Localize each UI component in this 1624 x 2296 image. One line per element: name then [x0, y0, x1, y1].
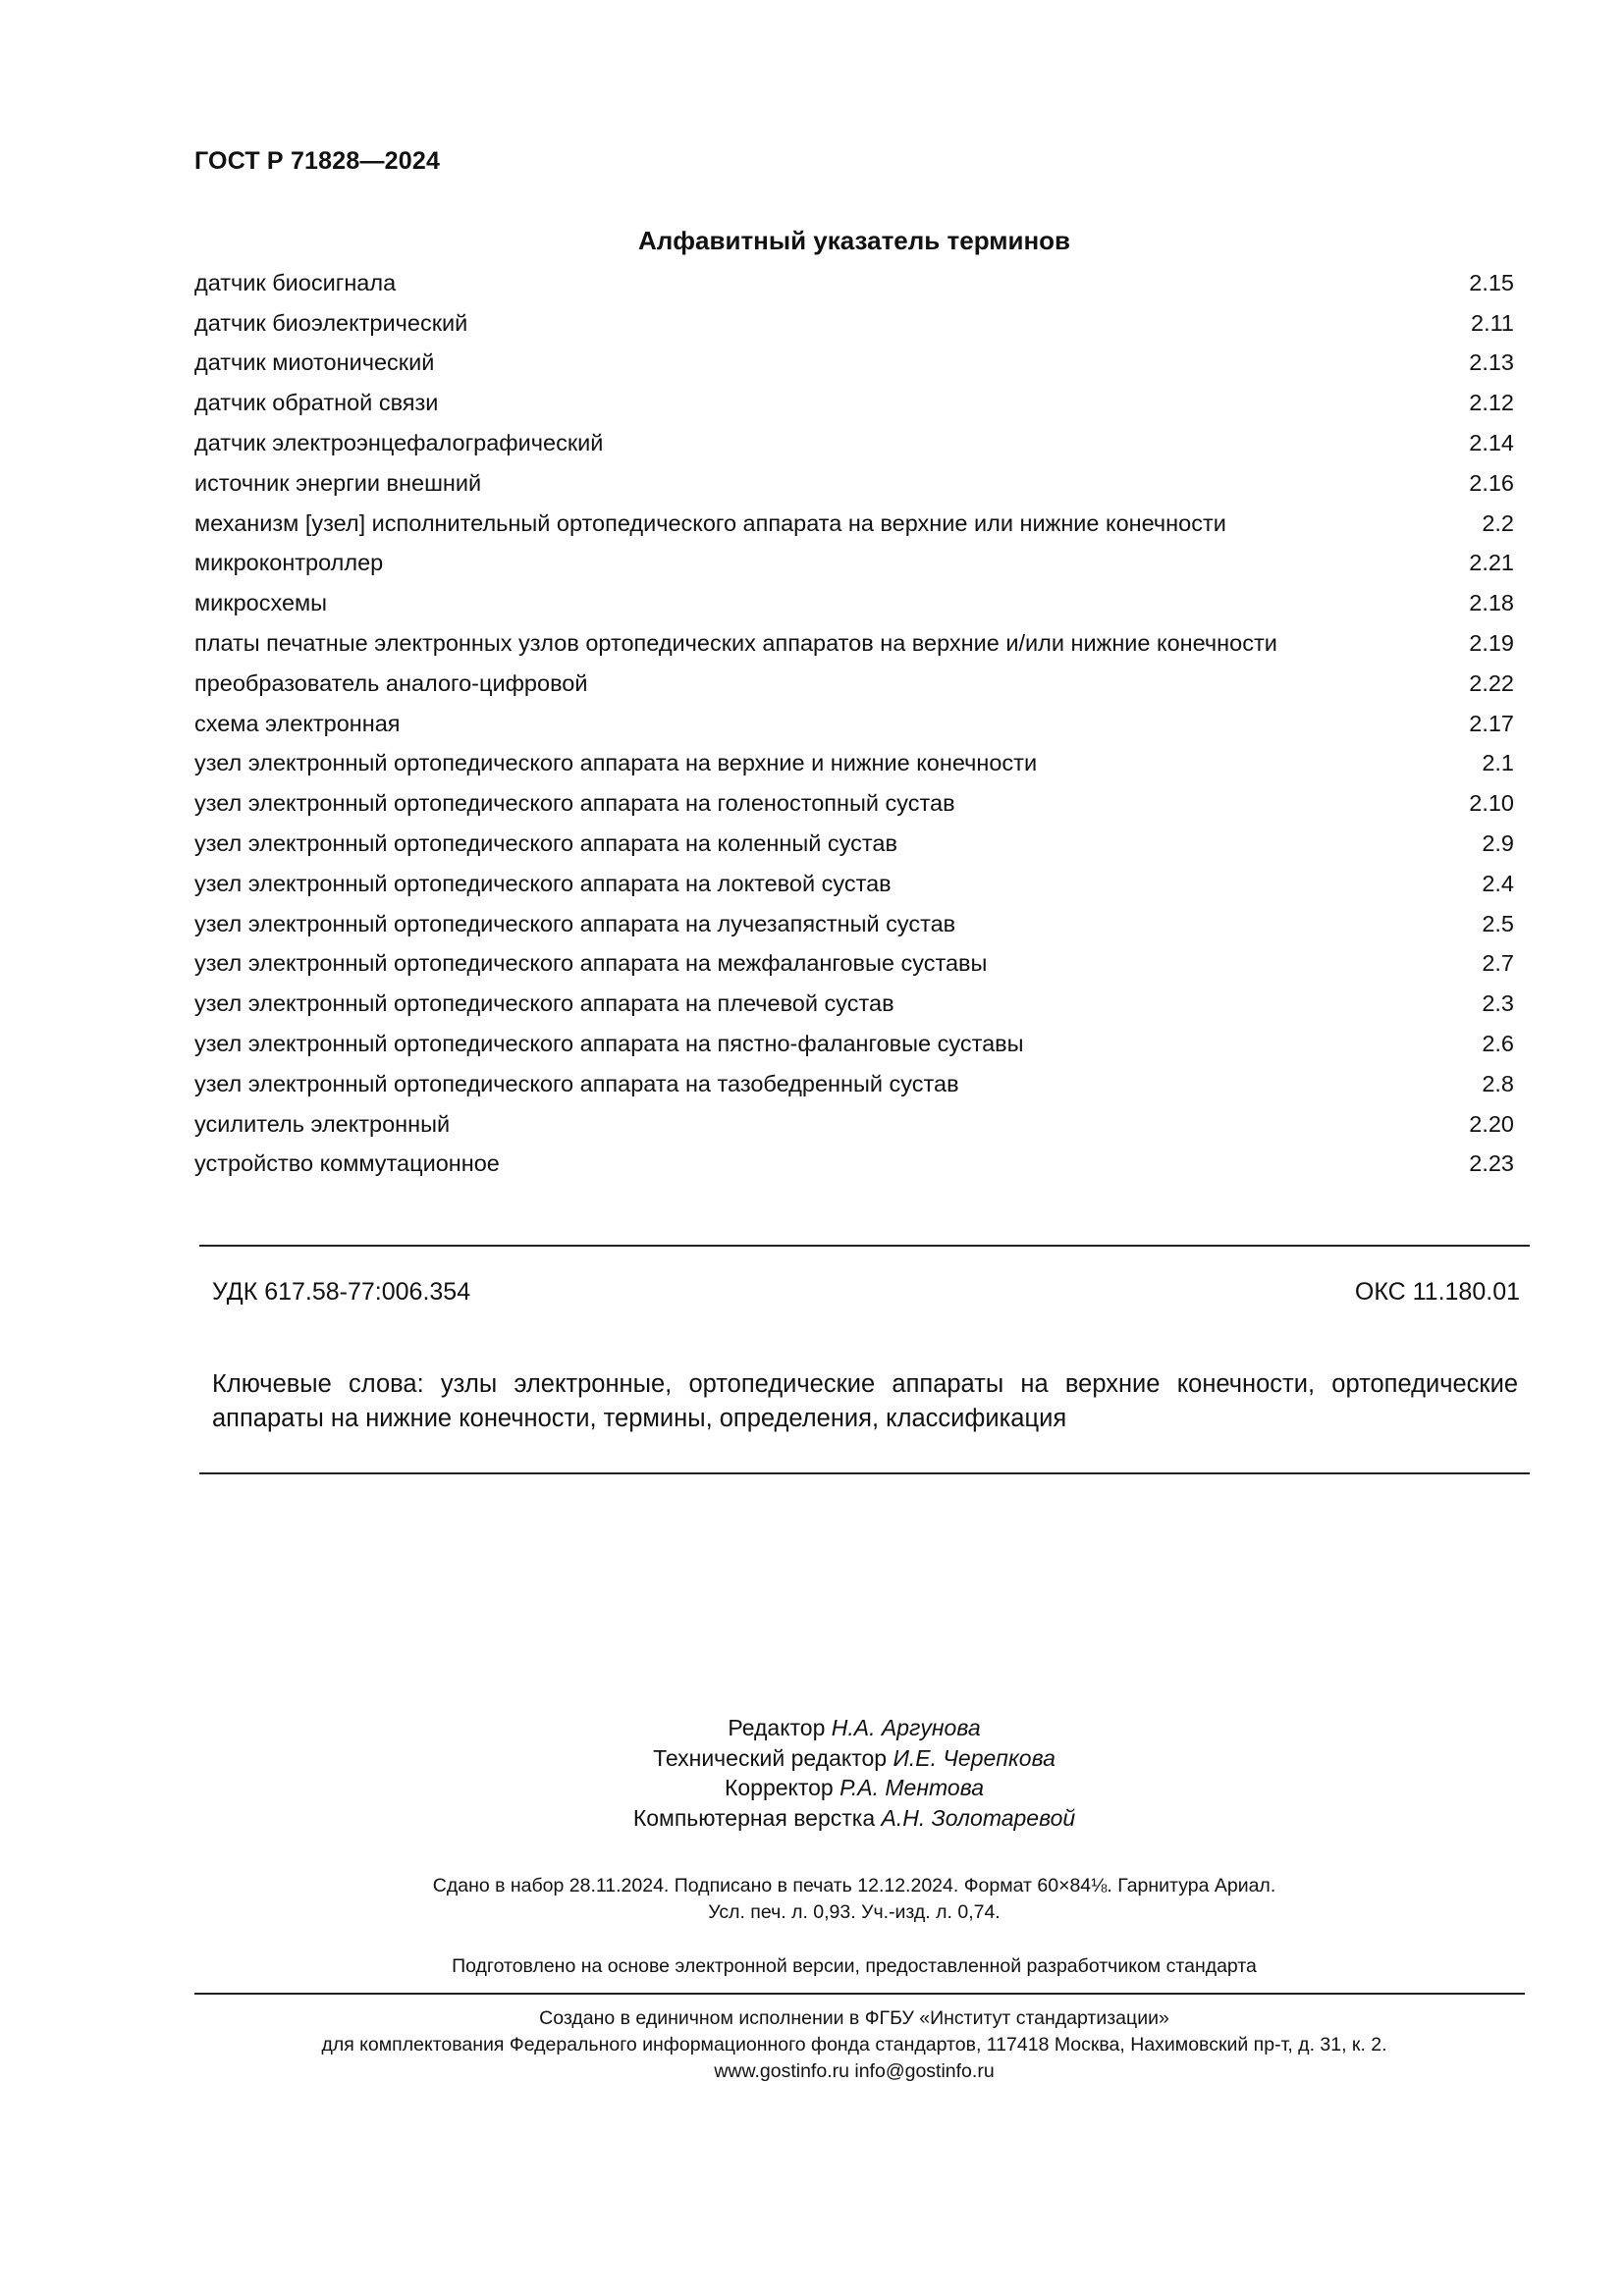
publisher-contacts: www.gostinfo.ru info@gostinfo.ru — [714, 2060, 995, 2082]
index-term: узел электронный ортопедического аппарата на лучезапястный сустав — [194, 910, 956, 936]
index-ref: 2.16 — [1469, 469, 1514, 496]
index-ref: 2.11 — [1471, 309, 1514, 336]
credit-line — [0, 1773, 1624, 1803]
index-ref: 2.14 — [1469, 430, 1514, 456]
imprint-line-1: Сдано в набор 28.11.2024. Подписано в печать 12.12.2024. Формат 60×84⅛. Гарнитура Ариал. — [432, 1875, 1276, 1896]
index-entry — [194, 1064, 1514, 1104]
index-term: датчик обратной связи — [194, 390, 439, 416]
index-term: узел электронный ортопедического аппарата на пястно-фаланговые суставы — [194, 1031, 1024, 1057]
index-ref: 2.3 — [1482, 990, 1514, 1017]
index-ref: 2.17 — [1469, 710, 1514, 736]
index-ref: 2.21 — [1469, 550, 1514, 576]
index-term: узел электронный ортопедического аппарата на коленный сустав — [194, 830, 897, 857]
index-entry — [194, 1024, 1514, 1064]
index-entry — [194, 744, 1514, 784]
index-entry — [194, 303, 1514, 344]
index-term: платы печатные электронных узлов ортопедических аппаратов на верхние и/или нижние конечности — [194, 630, 1277, 657]
credit-name: Р.А. Ментова — [839, 1775, 984, 1800]
publisher-rule — [194, 1993, 1525, 1995]
credit-line — [0, 1713, 1624, 1743]
index-term: микросхемы — [194, 590, 328, 616]
index-entry — [194, 583, 1514, 623]
index-entry — [194, 1104, 1514, 1145]
oks-code: ОКС 11.180.01 — [1354, 1278, 1520, 1306]
index-ref: 2.7 — [1482, 950, 1514, 977]
document-id: ГОСТ Р 71828—2024 — [194, 147, 441, 175]
index-title: Алфавитный указатель терминов — [637, 226, 1071, 255]
credit-role: Редактор — [728, 1715, 826, 1740]
index-term: датчик электроэнцефалографический — [194, 430, 604, 456]
index-term: источник энергии внешний — [194, 469, 482, 496]
publisher-line-2: для комплектования Федерального информационного фонда стандартов, 117418 Москва, Нахимовский пр-т, д. 31, к. 2. — [321, 2034, 1387, 2056]
credit-line — [0, 1743, 1624, 1774]
index-entry — [194, 704, 1514, 744]
imprint-line-2: Усл. печ. л. 0,93. Уч.-изд. л. 0,74. — [708, 1901, 1001, 1923]
index-entry — [194, 944, 1514, 985]
index-ref: 2.19 — [1469, 630, 1514, 657]
index-entry — [194, 783, 1514, 824]
credit-line — [0, 1803, 1624, 1834]
index-ref: 2.8 — [1482, 1070, 1514, 1096]
credit-role: Технический редактор — [653, 1744, 888, 1771]
index-term: датчик миотонический — [194, 349, 435, 376]
term-index — [194, 263, 1514, 1184]
index-term: узел электронный ортопедического аппарата на голеностопный сустав — [194, 790, 955, 817]
index-entry — [194, 664, 1514, 704]
prepared-note: Подготовлено на основе электронной версии, предоставленной разработчиком стандарта — [452, 1955, 1257, 1977]
credit-name: И.Е. Черепкова — [893, 1744, 1056, 1771]
index-entry — [194, 824, 1514, 864]
index-ref: 2.5 — [1482, 910, 1514, 936]
index-ref: 2.4 — [1482, 870, 1514, 896]
index-entry — [194, 984, 1514, 1024]
index-ref: 2.6 — [1482, 1031, 1514, 1057]
index-entry — [194, 344, 1514, 384]
index-ref: 2.23 — [1469, 1150, 1514, 1177]
index-term: узел электронный ортопедического аппарата на тазобедренный сустав — [194, 1070, 959, 1096]
index-term: устройство коммутационное — [194, 1150, 500, 1177]
udk-code: УДК 617.58-77:006.354 — [212, 1278, 471, 1306]
index-ref: 2.15 — [1469, 269, 1514, 295]
index-term: узел электронный ортопедического аппарата на локтевой сустав — [194, 870, 892, 896]
index-term: узел электронный ортопедического аппарата на плечевой сустав — [194, 990, 894, 1017]
publisher-line-1: Создано в единичном исполнении в ФГБУ «Институт стандартизации» — [539, 2007, 1169, 2029]
index-term: микроконтроллер — [194, 550, 384, 576]
index-term: узел электронный ортопедического аппарата на межфаланговые суставы — [194, 950, 988, 977]
index-entry — [194, 504, 1514, 544]
index-term: датчик биосигнала — [194, 269, 397, 295]
credit-role: Корректор — [724, 1775, 834, 1800]
credit-name: Н.А. Аргунова — [831, 1715, 981, 1740]
index-ref: 2.1 — [1482, 750, 1514, 776]
index-term: преобразователь аналого-цифровой — [194, 669, 588, 696]
index-entry — [194, 904, 1514, 944]
index-ref: 2.20 — [1469, 1110, 1514, 1137]
index-term: схема электронная — [194, 710, 401, 736]
credit-name: А.Н. Золотаревой — [881, 1804, 1076, 1831]
index-ref: 2.9 — [1482, 830, 1514, 857]
index-entry — [194, 623, 1514, 664]
index-ref: 2.13 — [1469, 349, 1514, 376]
index-ref: 2.10 — [1469, 790, 1514, 817]
index-ref: 2.22 — [1469, 669, 1514, 696]
index-ref: 2.12 — [1469, 390, 1514, 416]
index-entry — [194, 423, 1514, 463]
keywords: Ключевые слова: узлы электронные, ортопедические аппараты на верхние конечности, ортопедические аппараты на нижние конечности, термины, определения, классификация — [212, 1370, 1518, 1432]
index-entry — [194, 544, 1514, 584]
index-entry — [194, 263, 1514, 303]
index-term: датчик биоэлектрический — [194, 309, 468, 336]
credit-role: Компьютерная верстка — [632, 1804, 876, 1831]
index-entry — [194, 1145, 1514, 1185]
index-ref: 2.18 — [1469, 590, 1514, 616]
index-entry — [194, 383, 1514, 423]
index-ref: 2.2 — [1482, 509, 1514, 536]
index-entry — [194, 463, 1514, 504]
index-term: усилитель электронный — [194, 1110, 451, 1137]
top-rule — [199, 1245, 1530, 1247]
bottom-rule — [199, 1472, 1530, 1474]
credits — [0, 1713, 1624, 1833]
index-term: механизм [узел] исполнительный ортопедического аппарата на верхние или нижние конечности — [194, 509, 1226, 536]
index-term: узел электронный ортопедического аппарата на верхние и нижние конечности — [194, 750, 1038, 776]
index-entry — [194, 864, 1514, 904]
